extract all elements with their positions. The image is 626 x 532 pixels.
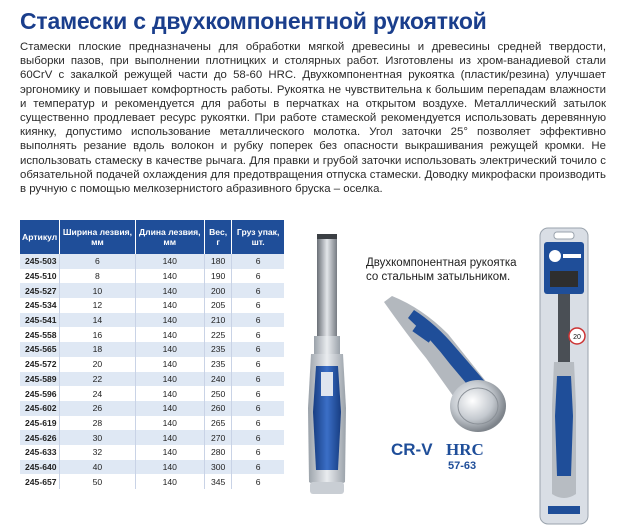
table-row bbox=[20, 445, 284, 460]
table-cell: 6 bbox=[232, 298, 284, 313]
table-cell: 6 bbox=[232, 430, 284, 445]
table-cell: 6 bbox=[232, 386, 284, 401]
table-cell: 245-558 bbox=[20, 327, 60, 342]
table-row bbox=[20, 327, 284, 342]
table-cell: 210 bbox=[204, 313, 231, 328]
table-cell: 300 bbox=[204, 460, 231, 475]
table-cell: 245-572 bbox=[20, 357, 60, 372]
table-cell: 6 bbox=[232, 460, 284, 475]
table-cell: 140 bbox=[135, 430, 204, 445]
table-cell: 140 bbox=[135, 386, 204, 401]
table-cell: 245-602 bbox=[20, 401, 60, 416]
table-cell: 200 bbox=[204, 283, 231, 298]
table-cell: 180 bbox=[204, 254, 231, 269]
table-row bbox=[20, 386, 284, 401]
table-cell: 245-596 bbox=[20, 386, 60, 401]
table-cell: 245-619 bbox=[20, 416, 60, 431]
table-cell: 245-503 bbox=[20, 254, 60, 269]
table-cell: 6 bbox=[232, 401, 284, 416]
table-cell: 235 bbox=[204, 357, 231, 372]
column-header: Артикул bbox=[20, 220, 60, 254]
table-cell: 240 bbox=[204, 372, 231, 387]
table-cell: 260 bbox=[204, 401, 231, 416]
table-row bbox=[20, 357, 284, 372]
table-cell: 28 bbox=[60, 416, 135, 431]
table-cell: 8 bbox=[60, 269, 135, 284]
table-cell: 265 bbox=[204, 416, 231, 431]
table-cell: 250 bbox=[204, 386, 231, 401]
table-cell: 235 bbox=[204, 342, 231, 357]
table-cell: 26 bbox=[60, 401, 135, 416]
table-cell: 140 bbox=[135, 372, 204, 387]
table-cell: 140 bbox=[135, 254, 204, 269]
table-cell: 245-541 bbox=[20, 313, 60, 328]
table-cell: 6 bbox=[232, 372, 284, 387]
table-cell: 245-589 bbox=[20, 372, 60, 387]
table-cell: 140 bbox=[135, 445, 204, 460]
table-cell: 280 bbox=[204, 445, 231, 460]
table-row bbox=[20, 460, 284, 475]
table-cell: 245-527 bbox=[20, 283, 60, 298]
table-cell: 140 bbox=[135, 298, 204, 313]
table-cell: 6 bbox=[232, 313, 284, 328]
table-row bbox=[20, 269, 284, 284]
page-title: Стамески с двухкомпонентной рукояткой bbox=[20, 8, 487, 34]
table-cell: 140 bbox=[135, 401, 204, 416]
table-cell: 6 bbox=[232, 342, 284, 357]
table-cell: 245-565 bbox=[20, 342, 60, 357]
specs-table bbox=[20, 220, 284, 489]
table-cell: 10 bbox=[60, 283, 135, 298]
handle-caption: Двухкомпонентная рукоятка со стальным затыльником. bbox=[366, 257, 517, 283]
svg-text:20: 20 bbox=[573, 334, 581, 341]
table-cell: 225 bbox=[204, 327, 231, 342]
table-cell: 245-534 bbox=[20, 298, 60, 313]
column-header: Груз упак, шт. bbox=[232, 220, 284, 254]
table-cell: 140 bbox=[135, 342, 204, 357]
table-row bbox=[20, 372, 284, 387]
table-cell: 245-510 bbox=[20, 269, 60, 284]
table-cell: 140 bbox=[135, 269, 204, 284]
table-cell: 140 bbox=[135, 357, 204, 372]
table-cell: 6 bbox=[60, 254, 135, 269]
table-cell: 6 bbox=[232, 445, 284, 460]
table-cell: 190 bbox=[204, 269, 231, 284]
table-cell: 30 bbox=[60, 430, 135, 445]
product-description: Стамески плоские предназначены для обработки мягкой древесины и древесины средней твердости, выборки пазов, при выполнении плотницких и столярных работ. Изготовлены из хром-ванадиевой стали 60CrV с закалкой режущей части до 58-60 HRC. Двухкомпонентная рукоятка (пластик/резина) улучшает эргономику и повышает комфортность работы. Рукоятка не чувствительна к большим перепадам влажности и температур и рекомендуется для работы в перчатках на открытом воздухе. Металлический затылок существенно продлевает ресурс рукоятки. При работе стамеской рекомендуется использовать деревянную киянку, допустимо использование металлического молотка. Угол заточки 25° позволяет эффективно выполнять резание вдоль волокон и рубку поперек без опасности выкрашивания режущей кромки. Не использовать стамеску в качестве рычага. Для правки и грубой заточки использовать электрический точило с обязательной подачей охлаждения для предотвращения отпуска стамески. Доводку микрофаски производить в ручную с помощью мелкозернистого абразивного бруска – оселка. bbox=[20, 41, 606, 196]
table-cell: 205 bbox=[204, 298, 231, 313]
table-cell: 140 bbox=[135, 327, 204, 342]
table-cell: 245-640 bbox=[20, 460, 60, 475]
table-row bbox=[20, 474, 284, 489]
table-row bbox=[20, 416, 284, 431]
packaged-chisel-image bbox=[536, 226, 592, 526]
table-cell: 6 bbox=[232, 269, 284, 284]
table-cell: 6 bbox=[232, 416, 284, 431]
table-cell: 20 bbox=[60, 357, 135, 372]
table-row bbox=[20, 254, 284, 269]
table-row bbox=[20, 298, 284, 313]
crv-label: CR-V bbox=[391, 440, 433, 459]
table-cell: 50 bbox=[60, 474, 135, 489]
table-cell: 245-626 bbox=[20, 430, 60, 445]
table-cell: 140 bbox=[135, 313, 204, 328]
table-cell: 22 bbox=[60, 372, 135, 387]
column-header: Ширина лезвия, мм bbox=[60, 220, 135, 254]
table-cell: 270 bbox=[204, 430, 231, 445]
table-cell: 140 bbox=[135, 283, 204, 298]
table-row bbox=[20, 342, 284, 357]
table-cell: 40 bbox=[60, 460, 135, 475]
table-cell: 6 bbox=[232, 327, 284, 342]
handle-closeup-image bbox=[378, 296, 510, 438]
column-header: Длина лезвия, мм bbox=[135, 220, 204, 254]
table-cell: 32 bbox=[60, 445, 135, 460]
chisel-image bbox=[290, 232, 360, 500]
hrc-label: HRC bbox=[446, 440, 484, 459]
table-cell: 6 bbox=[232, 357, 284, 372]
table-cell: 345 bbox=[204, 474, 231, 489]
column-header: Вес, г bbox=[204, 220, 231, 254]
table-cell: 18 bbox=[60, 342, 135, 357]
table-row bbox=[20, 401, 284, 416]
table-cell: 140 bbox=[135, 474, 204, 489]
table-row bbox=[20, 313, 284, 328]
table-cell: 12 bbox=[60, 298, 135, 313]
table-row bbox=[20, 430, 284, 445]
table-cell: 16 bbox=[60, 327, 135, 342]
table-cell: 6 bbox=[232, 474, 284, 489]
table-cell: 6 bbox=[232, 254, 284, 269]
table-cell: 245-657 bbox=[20, 474, 60, 489]
table-cell: 245-633 bbox=[20, 445, 60, 460]
table-cell: 14 bbox=[60, 313, 135, 328]
table-cell: 24 bbox=[60, 386, 135, 401]
hrc-value: 57-63 bbox=[448, 460, 477, 472]
table-header-row bbox=[20, 220, 284, 254]
table-cell: 140 bbox=[135, 460, 204, 475]
table-cell: 6 bbox=[232, 283, 284, 298]
table-cell: 140 bbox=[135, 416, 204, 431]
table-row bbox=[20, 283, 284, 298]
